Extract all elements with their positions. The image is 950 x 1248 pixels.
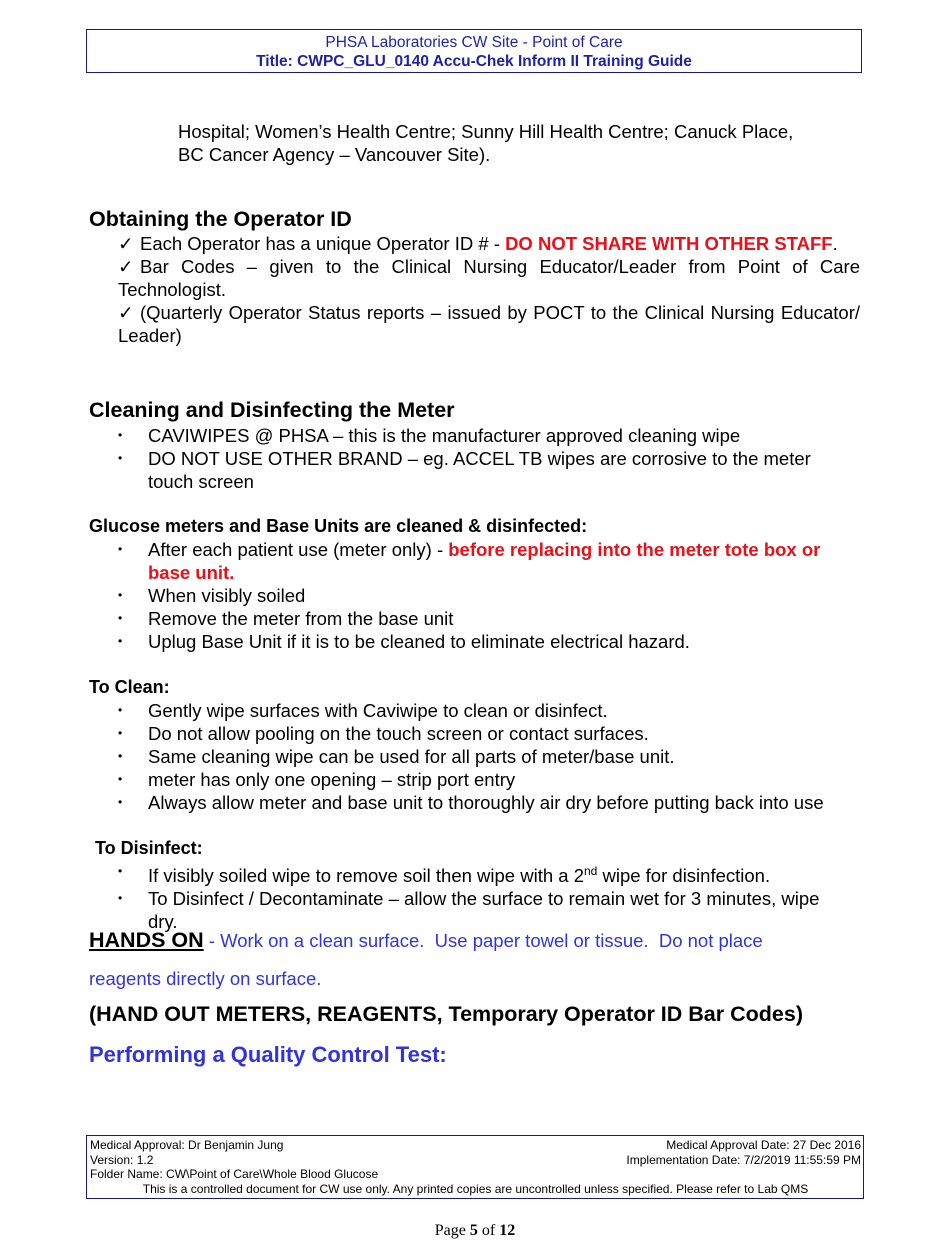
implementation-date: Implementation Date: 7/2/2019 11:55:59 PM [626,1152,861,1167]
bullet-icon: • [118,634,123,648]
bullet-icon: • [118,891,123,906]
current-page: 5 [469,1222,478,1239]
glucose-heading: Glucose meters and Base Units are cleaned & disinfected: [89,516,588,536]
list-item: • Uplug Base Unit if it is to be cleaned to eliminate electrical hazard. [118,631,690,652]
hands-on-section [89,928,859,989]
hands-on-text: - Work on a clean surface. Use paper towel or tissue. Do not place [203,930,763,951]
to-clean-list [118,699,833,814]
operator-id-list [118,232,860,347]
document-footer [86,1135,864,1199]
list-item: • CAVIWIPES @ PHSA – this is the manufacturer approved cleaning wipe [118,425,741,446]
total-pages: 12 [499,1222,516,1239]
bullet-icon: • [118,795,123,809]
version: Version: 1.2 [90,1152,154,1167]
list-item: • DO NOT USE OTHER BRAND – eg. ACCEL TB wipes are corrosive to the meter touch screen [118,448,811,492]
bullet-icon: • [118,703,123,717]
list-item: • If visibly soiled wipe to remove soil then wipe with a 2nd wipe for disinfection. [118,860,828,887]
to-clean-heading: To Clean: [89,677,170,697]
list-item: • Do not allow pooling on the touch screen or contact surfaces. [118,723,649,744]
operator-id-heading: Obtaining the Operator ID [89,207,352,231]
bullet-icon: • [118,772,123,786]
header-site: PHSA Laboratories CW Site - Point of Care [325,34,623,51]
check-icon: ✓ [118,256,134,277]
check-icon: ✓ [118,233,134,254]
list-item: • To Disinfect / Decontaminate – allow the surface to remain wet for 3 minutes, wipe dry. [118,888,820,933]
folder-name: Folder Name: CW\Point of Care\Whole Blood Glucose [90,1167,379,1181]
to-disinfect-heading: To Disinfect: [95,838,203,858]
bullet-icon: • [118,864,123,878]
cleaning-heading: Cleaning and Disinfecting the Meter [89,398,455,422]
warning-text: before replacing into the meter tote box or base unit. [148,539,821,583]
medical-approval-date: Medical Approval Date: 27 Dec 2016 [666,1138,861,1152]
check-icon: ✓ [118,302,134,323]
intro-paragraph [178,120,858,166]
list-item: • Gently wipe surfaces with Caviwipe to clean or disinfect. [118,700,608,721]
list-item: • After each patient use (meter only) - before replacing into the meter tote box or base unit. [118,539,821,583]
bullet-icon: • [118,611,123,625]
bullet-icon: • [118,542,123,556]
glucose-list [118,538,843,653]
intro-line-2: BC Cancer Agency – Vancouver Site). [178,144,491,165]
warning-text: DO NOT SHARE WITH OTHER STAFF [505,233,833,254]
list-item: • meter has only one opening – strip port entry [118,769,516,790]
document-header [86,29,862,73]
bullet-icon: • [118,428,123,442]
header-title: Title: CWPC_GLU_0140 Accu-Chek Inform II Training Guide [256,53,692,70]
medical-approval: Medical Approval: Dr Benjamin Jung [90,1138,284,1152]
bullet-icon: • [118,749,123,763]
cleaning-list [118,424,860,493]
bullet-icon: • [118,588,123,602]
hands-on-label: HANDS ON [89,928,204,952]
list-item: • When visibly soiled [118,585,306,606]
operator-id-item: ✓ Bar Codes – given to the Clinical Nursing Educator/Leader from Point of Care Technologist. [118,256,860,300]
operator-id-item: ✓ Each Operator has a unique Operator ID # - DO NOT SHARE WITH OTHER STAFF. [118,233,838,254]
bullet-icon: • [118,726,123,740]
controlled-notice: This is a controlled document for CW use only. Any printed copies are uncontrolled unless specified. Please refer to Lab QMS [142,1181,809,1196]
hands-on-text-cont: reagents directly on surface. [89,968,322,989]
bullet-icon: • [118,451,123,465]
qc-heading: Performing a Quality Control Test: [89,1042,447,1067]
list-item: • Remove the meter from the base unit [118,608,454,629]
to-disinfect-list [118,860,828,933]
handout-note: (HAND OUT METERS, REAGENTS, Temporary Operator ID Bar Codes) [89,1002,803,1026]
page-number: Page 5 of 12 [434,1222,516,1239]
list-item: • Always allow meter and base unit to thoroughly air dry before putting back into use [118,792,824,813]
operator-id-item: ✓ (Quarterly Operator Status reports – issued by POCT to the Clinical Nursing Educator/ Leader) [118,302,860,346]
intro-line-1: Hospital; Women’s Health Centre; Sunny Hill Health Centre; Canuck Place, [178,121,794,142]
list-item: • Same cleaning wipe can be used for all parts of meter/base unit. [118,746,675,767]
